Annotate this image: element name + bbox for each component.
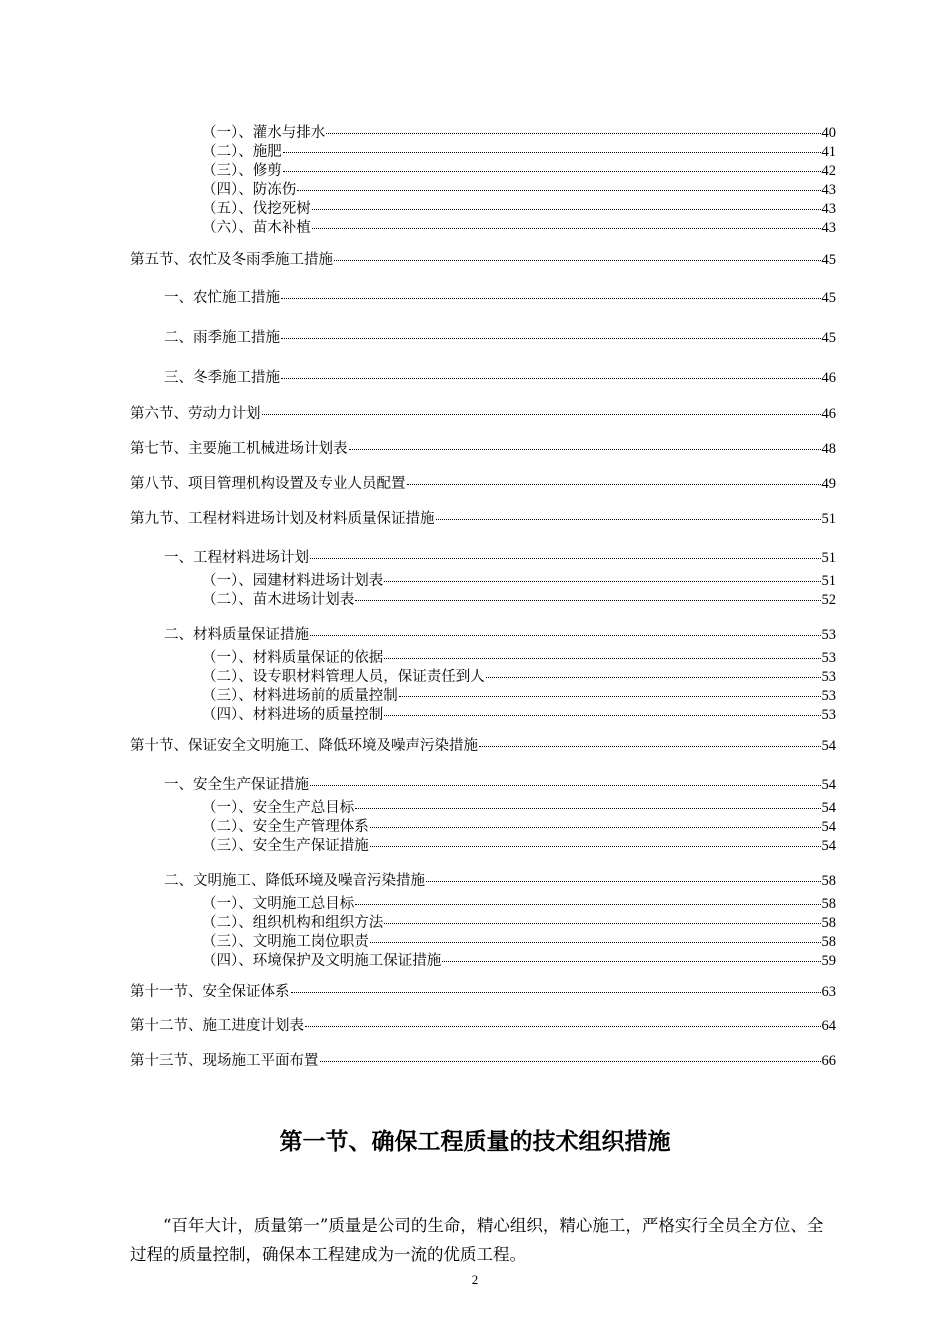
toc-leader-dots <box>310 784 821 786</box>
toc-entry-title: （三）、修剪 <box>202 163 282 179</box>
section-heading: 第一节、确保工程质量的技术组织措施 <box>279 1129 671 1155</box>
toc-entry[interactable] <box>202 124 836 142</box>
toc-entry[interactable] <box>130 1052 836 1070</box>
toc-entry-page: 54 <box>821 738 836 754</box>
toc-entry-page: 53 <box>821 707 836 723</box>
toc-entry-page: 54 <box>821 777 836 793</box>
toc-entry-page: 51 <box>821 573 836 589</box>
toc-entry-page: 43 <box>821 201 836 217</box>
toc-entry-page: 58 <box>821 934 836 950</box>
toc-entry-title: （三）、材料进场前的质量控制 <box>202 688 398 704</box>
toc-entry-page: 53 <box>821 650 836 666</box>
toc-entry-page: 45 <box>821 330 836 346</box>
toc-leader-dots <box>384 580 820 582</box>
toc-entry-title: （一）、文明施工总目标 <box>202 896 355 912</box>
toc-entry[interactable] <box>130 737 836 755</box>
toc-leader-dots <box>399 695 821 697</box>
toc-leader-dots <box>479 745 821 747</box>
toc-entry[interactable] <box>164 549 836 567</box>
toc-entry[interactable] <box>202 181 836 199</box>
toc-entry-title: 第五节、农忙及冬雨季施工措施 <box>130 252 333 268</box>
toc-leader-dots <box>291 991 821 993</box>
toc-entry-page: 43 <box>821 182 836 198</box>
toc-entry[interactable] <box>130 983 836 1001</box>
toc-entry-title: 第十二节、施工进度计划表 <box>130 1018 304 1034</box>
toc-entry-page: 43 <box>821 220 836 236</box>
toc-entry-title: （六）、苗木补植 <box>202 220 311 236</box>
toc-entry-page: 51 <box>821 550 836 566</box>
toc-entry-title: （四）、材料进场的质量控制 <box>202 707 384 723</box>
toc-entry-title: （三）、文明施工岗位职责 <box>202 934 369 950</box>
toc-entry-title: （一）、园建材料进场计划表 <box>202 573 384 589</box>
toc-entry[interactable] <box>130 251 836 269</box>
toc-entry[interactable] <box>202 143 836 161</box>
toc-leader-dots <box>281 377 821 379</box>
toc-entry-title: 二、材料质量保证措施 <box>164 627 309 643</box>
toc-entry-title: 一、工程材料进场计划 <box>164 550 309 566</box>
toc-leader-dots <box>281 337 821 339</box>
toc-leader-dots <box>349 448 821 450</box>
toc-entry[interactable] <box>202 200 836 218</box>
toc-entry[interactable] <box>202 914 836 932</box>
toc-entry-title: 第八节、项目管理机构设置及专业人员配置 <box>130 476 406 492</box>
toc-entry[interactable] <box>164 872 836 890</box>
toc-entry[interactable] <box>202 952 836 970</box>
toc-entry[interactable] <box>130 440 836 458</box>
toc-entry-title: 第六节、劳动力计划 <box>130 406 261 422</box>
toc-leader-dots <box>384 714 820 716</box>
toc-leader-dots <box>355 903 820 905</box>
toc-entry-title: （二）、施肥 <box>202 144 282 160</box>
toc-leader-dots <box>305 1025 821 1027</box>
toc-leader-dots <box>312 208 821 210</box>
toc-leader-dots <box>283 170 821 172</box>
toc-leader-dots <box>370 826 821 828</box>
toc-entry-page: 64 <box>821 1018 836 1034</box>
toc-leader-dots <box>407 483 821 485</box>
toc-leader-dots <box>281 297 821 299</box>
toc-entry[interactable] <box>164 776 836 794</box>
toc-entry-page: 49 <box>821 476 836 492</box>
toc-entry[interactable] <box>202 799 836 817</box>
toc-entry-title: （四）、防冻伤 <box>202 182 297 198</box>
toc-leader-dots <box>262 413 821 415</box>
toc-entry-title: 二、文明施工、降低环境及噪音污染措施 <box>164 873 425 889</box>
toc-entry[interactable] <box>202 572 836 590</box>
toc-leader-dots <box>442 960 820 962</box>
toc-entry-page: 51 <box>821 511 836 527</box>
toc-entry-title: 第十一节、安全保证体系 <box>130 984 290 1000</box>
toc-entry[interactable] <box>164 369 836 387</box>
page-number: 2 <box>471 1272 479 1287</box>
toc-entry-title: 一、农忙施工措施 <box>164 290 280 306</box>
toc-leader-dots <box>312 227 821 229</box>
toc-entry-page: 41 <box>821 144 836 160</box>
toc-leader-dots <box>436 518 821 520</box>
toc-entry[interactable] <box>202 706 836 724</box>
toc-entry[interactable] <box>202 649 836 667</box>
toc-entry-page: 58 <box>821 896 836 912</box>
toc-entry-title: 第十三节、现场施工平面布置 <box>130 1053 319 1069</box>
toc-entry-page: 52 <box>821 592 836 608</box>
toc-entry[interactable] <box>202 591 836 609</box>
toc-entry-title: 第七节、主要施工机械进场计划表 <box>130 441 348 457</box>
toc-entry-page: 54 <box>821 819 836 835</box>
toc-leader-dots <box>283 151 821 153</box>
intro-paragraph: “百年大计，质量第一”质量是公司的生命，精心组织，精心施工，严格实行全员全方位、全过程的质量控制，确保本工程建成为一流的优质工程。 <box>130 1216 824 1264</box>
toc-leader-dots <box>370 845 821 847</box>
toc-entry[interactable] <box>202 687 836 705</box>
toc-entry-page: 45 <box>821 252 836 268</box>
toc-entry-title: 一、安全生产保证措施 <box>164 777 309 793</box>
toc-leader-dots <box>310 634 821 636</box>
toc-entry-page: 54 <box>821 800 836 816</box>
toc-entry[interactable] <box>130 510 836 528</box>
toc-entry[interactable] <box>202 219 836 237</box>
toc-leader-dots <box>326 132 820 134</box>
toc-entry-title: （一）、材料质量保证的依据 <box>202 650 384 666</box>
toc-entry[interactable] <box>202 933 836 951</box>
toc-entry-page: 48 <box>821 441 836 457</box>
toc-entry-title: （二）、苗木进场计划表 <box>202 592 355 608</box>
toc-entry-title: （二）、组织机构和组织方法 <box>202 915 384 931</box>
toc-leader-dots <box>384 922 820 924</box>
toc-leader-dots <box>355 599 820 601</box>
toc-leader-dots <box>334 259 821 261</box>
toc-entry[interactable] <box>164 626 836 644</box>
toc-entry-page: 53 <box>821 688 836 704</box>
toc-entry[interactable] <box>164 329 836 347</box>
toc-entry-page: 53 <box>821 669 836 685</box>
toc-entry-page: 58 <box>821 915 836 931</box>
toc-leader-dots <box>355 807 820 809</box>
toc-leader-dots <box>310 557 821 559</box>
toc-entry-title: （五）、伐挖死树 <box>202 201 311 217</box>
toc-entry[interactable] <box>202 668 836 686</box>
toc-entry-page: 42 <box>821 163 836 179</box>
toc-entry-page: 53 <box>821 627 836 643</box>
toc-entry-page: 46 <box>821 406 836 422</box>
toc-entry-title: （一）、安全生产总目标 <box>202 800 355 816</box>
toc-leader-dots <box>486 676 821 678</box>
toc-leader-dots <box>384 657 820 659</box>
toc-entry[interactable] <box>130 1017 836 1035</box>
toc-leader-dots <box>297 189 820 191</box>
toc-entry-page: 66 <box>821 1053 836 1069</box>
toc-entry[interactable] <box>202 895 836 913</box>
toc-entry[interactable] <box>202 837 836 855</box>
toc-entry-page: 63 <box>821 984 836 1000</box>
toc-entry-page: 54 <box>821 838 836 854</box>
toc-entry[interactable] <box>202 162 836 180</box>
toc-entry-page: 58 <box>821 873 836 889</box>
toc-entry-title: （二）、安全生产管理体系 <box>202 819 369 835</box>
toc-entry-title: 第十节、保证安全文明施工、降低环境及噪声污染措施 <box>130 738 478 754</box>
toc-leader-dots <box>426 880 821 882</box>
toc-entry-title: 二、雨季施工措施 <box>164 330 280 346</box>
toc-entry[interactable] <box>130 475 836 493</box>
toc-entry[interactable] <box>164 289 836 307</box>
toc-entry[interactable] <box>130 405 836 423</box>
toc-entry[interactable] <box>202 818 836 836</box>
toc-entry-title: （二）、设专职材料管理人员，保证责任到人 <box>202 669 485 685</box>
toc-entry-page: 59 <box>821 953 836 969</box>
toc-entry-title: 三、冬季施工措施 <box>164 370 280 386</box>
toc-entry-title: 第九节、工程材料进场计划及材料质量保证措施 <box>130 511 435 527</box>
toc-entry-title: （一）、灌水与排水 <box>202 125 326 141</box>
toc-entry-page: 40 <box>821 125 836 141</box>
toc-entry-title: （四）、环境保护及文明施工保证措施 <box>202 953 442 969</box>
toc-entry-page: 46 <box>821 370 836 386</box>
toc-leader-dots <box>320 1060 821 1062</box>
toc-entry-title: （三）、安全生产保证措施 <box>202 838 369 854</box>
toc-leader-dots <box>370 941 821 943</box>
toc-entry-page: 45 <box>821 290 836 306</box>
